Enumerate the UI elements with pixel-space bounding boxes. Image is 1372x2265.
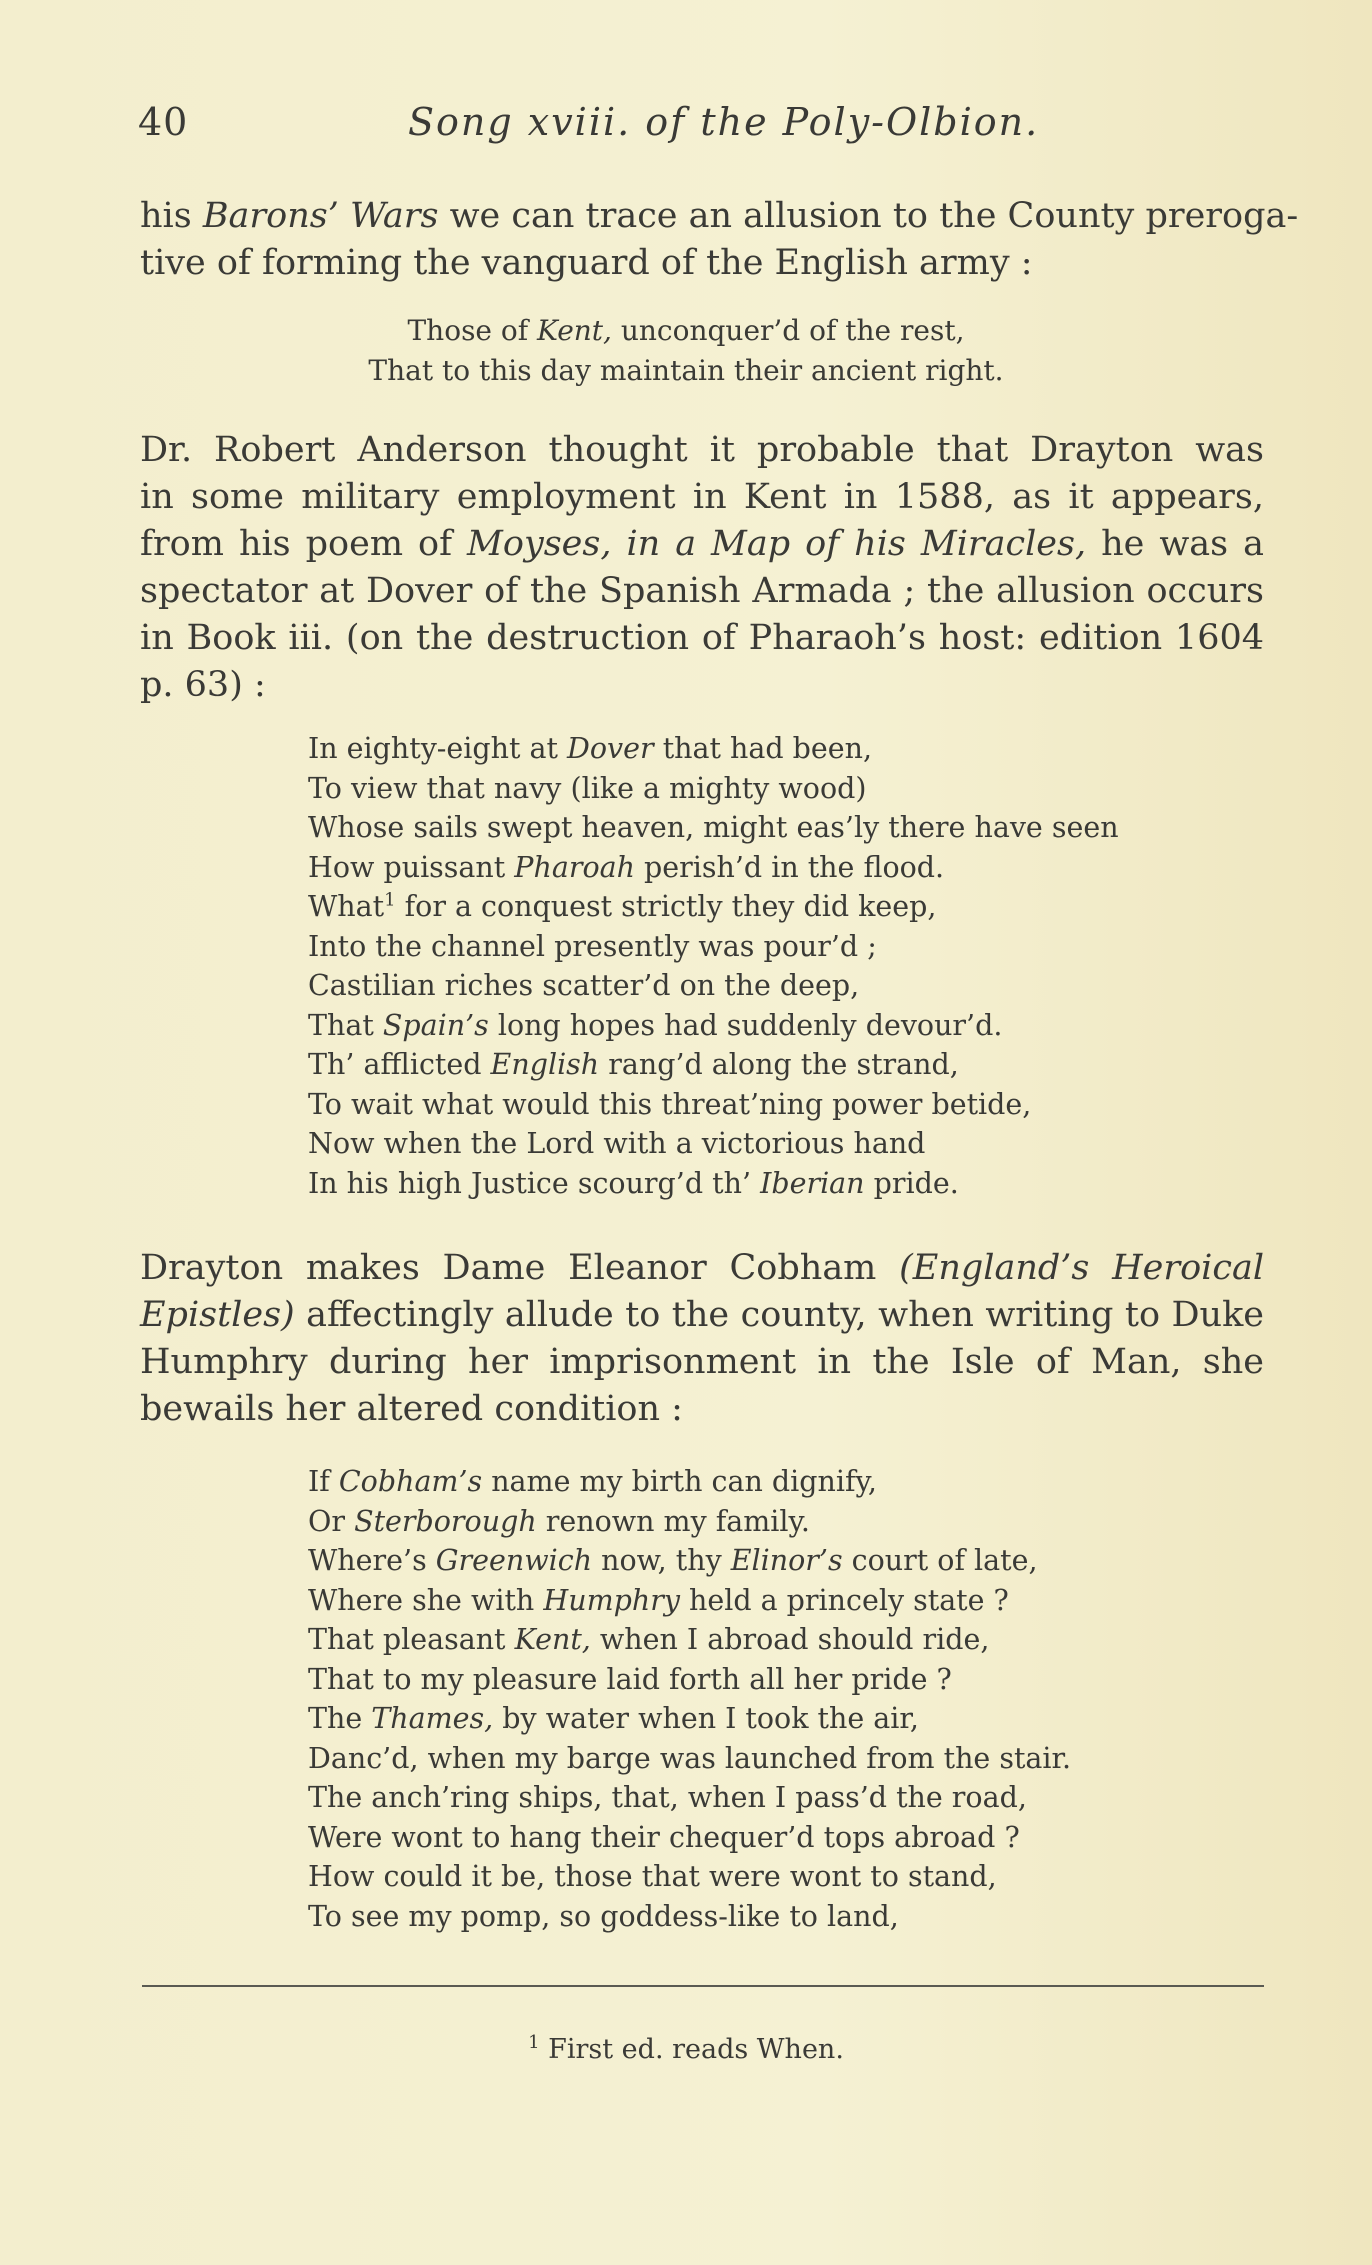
text-line: Drayton makes Dame Eleanor Cobham (England’s Heroical [140,1248,1265,1288]
text-line: in some military employment in Kent in 1588, as it appears, [140,477,1264,517]
text-line: tive of forming the vanguard of the English army : [140,243,1033,283]
verse-line: To wait what would this threat’ning power betide, [308,1087,1032,1121]
footnote-text: First ed. reads When. [539,2034,844,2065]
verse-line: Where’s Greenwich now, thy Elinor’s court of late, [308,1544,1038,1577]
text-line: Humphry during her imprisonment in the Isle of Man, she [140,1342,1264,1382]
text-line: p. 63) : [140,665,266,705]
verse-line: Were wont to hang their chequer’d tops abroad ? [308,1820,1020,1854]
verse-line: To view that navy (like a mighty wood) [308,771,867,805]
running-title: Song xviii. of the Poly-Olbion. [408,100,1040,144]
verse-line: Those of Kent, unconquer’d of the rest, [407,314,965,347]
verse-line: Whose sails swept heaven, might eas’ly there have seen [308,811,1119,844]
verse-line: In his high Justice scourg’d th’ Iberian pride. [308,1166,959,1200]
verse-line: To see my pomp, so goddess-like to land, [308,1899,899,1933]
text-line: spectator at Dover of the Spanish Armada ; the allusion occurs [140,571,1264,611]
text-line: Epistles) affectingly allude to the county, when writing to Duke [140,1295,1264,1335]
paragraph-anderson [140,427,1264,709]
verse-line: That pleasant Kent, when I abroad should ride, [308,1623,990,1656]
verse-line: How puissant Pharoah perish’d in the flood. [308,850,945,884]
paragraph-cobham [140,1245,1264,1433]
verse-line: Where she with Humphry held a princely state ? [308,1583,1009,1617]
verse-line: In eighty-eight at Dover that had been, [308,732,873,765]
verse-line: That to my pleasure laid forth all her pride ? [308,1662,952,1696]
footnote-number: 1 [528,2032,540,2053]
footnote-marker[interactable]: 1 [384,889,396,911]
verse-line: Or Sterborough renown my family. [308,1504,810,1538]
text-line: in Book iii. (on the destruction of Pharaoh’s host: edition 1604 [140,618,1264,658]
paragraph-barons-wars [140,193,1299,287]
verse-line: Danc’d, when my barge was launched from the stair. [308,1741,1072,1775]
page-number: 40 [138,100,189,144]
footnote [0,2034,1372,2065]
text-line: Dr. Robert Anderson thought it probable that Drayton was [140,430,1264,470]
verse-line: Into the channel presently was pour’d ; [308,929,877,963]
verse-line: Now when the Lord with a victorious hand [308,1127,926,1160]
verse-line: If Cobham’s name my birth can dignify, [308,1465,877,1498]
verse-line: Castilian riches scatter’d on the deep, [308,969,860,1002]
text-line: bewails her altered condition : [140,1389,683,1429]
verse-epistles [308,1462,1071,1936]
verse-line: Th’ afflicted English rang’d along the strand, [308,1048,959,1081]
verse-line: The anch’ring ships, that, when I pass’d the road, [308,1781,1027,1814]
verse-line: That to this day maintain their ancient right. [368,354,1004,387]
text-line: from his poem of Moyses, in a Map of his Miracles, he was a [140,524,1264,564]
text-line: his Barons’ Wars we can trace an allusion to the County preroga- [140,196,1299,236]
verse-line: That Spain’s long hopes had suddenly devour’d. [308,1008,1003,1042]
quote-kent [0,311,1372,391]
verse-line: The Thames, by water when I took the air, [308,1702,919,1735]
footnote-divider [142,1985,1264,1987]
verse-moyses [308,729,1119,1203]
page-header [138,100,1258,160]
verse-line: How could it be, those that were wont to stand, [308,1860,997,1893]
verse-line: What$^1$ for a conquest strictly they did keep, [308,889,937,923]
